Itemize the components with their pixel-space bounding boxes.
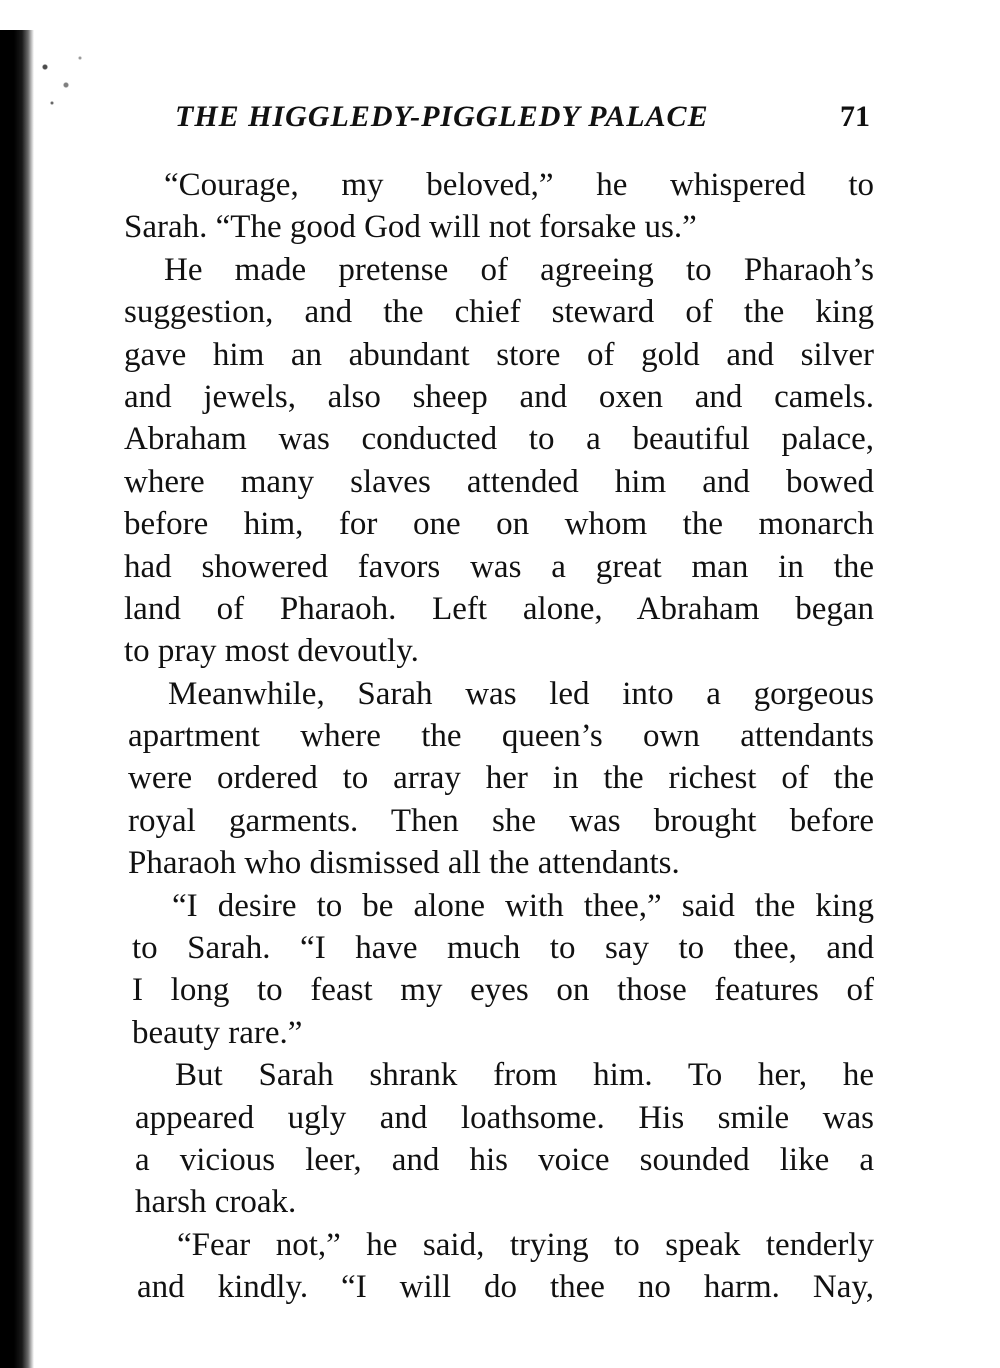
paragraph xyxy=(124,1054,874,1224)
text-line: harsh croak. xyxy=(135,1184,297,1221)
text-line: “Courage, my beloved,” he whispered to xyxy=(164,167,874,203)
text-line: gave him an abundant store of gold and silver xyxy=(124,336,874,373)
text-line: Abraham was conducted to a beautiful palace, xyxy=(124,421,874,458)
text-line: appeared ugly and loathsome. His smile was xyxy=(135,1099,874,1136)
text-line: But Sarah shrank from him. To her, he xyxy=(175,1057,874,1094)
text-line: land of Pharaoh. Left alone, Abraham began xyxy=(124,590,874,627)
page-number: 71 xyxy=(840,100,870,133)
text-line: “Fear not,” he said, trying to speak tenderly xyxy=(177,1226,874,1263)
text-line: royal garments. Then she was brought before xyxy=(128,802,874,839)
text-line: where many slaves attended him and bowed xyxy=(124,463,874,500)
scan-speckle xyxy=(24,40,94,130)
body-text xyxy=(124,164,874,1309)
text-line: Meanwhile, Sarah was led into a gorgeous xyxy=(168,675,874,712)
text-line: before him, for one on whom the monarch xyxy=(124,506,874,543)
text-line: I long to feast my eyes on those features of xyxy=(132,972,874,1009)
text-line: Sarah. “The good God will not forsake us.” xyxy=(124,209,697,246)
text-line: a vicious leer, and his voice sounded like a xyxy=(135,1141,874,1178)
text-line: to pray most devoutly. xyxy=(124,633,419,670)
text-line: were ordered to array her in the richest of the xyxy=(128,760,874,797)
text-line: “I desire to be alone with thee,” said the king xyxy=(172,887,874,924)
text-line: Pharaoh who dismissed all the attendants. xyxy=(128,845,680,882)
text-line: suggestion, and the chief steward of the king xyxy=(124,294,874,331)
text-line: to Sarah. “I have much to say to thee, and xyxy=(132,930,874,967)
paragraph xyxy=(124,885,874,1055)
paragraph xyxy=(124,673,874,885)
text-line: and kindly. “I will do thee no harm. Nay, xyxy=(137,1269,874,1306)
running-title: THE HIGGLEDY-PIGGLEDY PALACE xyxy=(175,100,709,133)
running-header xyxy=(175,100,870,144)
text-line: apartment where the queen’s own attendants xyxy=(128,718,874,755)
text-line: had showered favors was a great man in the xyxy=(124,548,874,585)
paragraph xyxy=(124,164,874,249)
text-line: He made pretense of agreeing to Pharaoh’s xyxy=(164,251,874,288)
text-line: beauty rare.” xyxy=(132,1014,303,1051)
paragraph xyxy=(124,249,874,673)
binding-shadow xyxy=(0,30,34,1368)
paragraph xyxy=(124,1224,874,1309)
text-line: and jewels, also sheep and oxen and camels. xyxy=(124,378,874,415)
